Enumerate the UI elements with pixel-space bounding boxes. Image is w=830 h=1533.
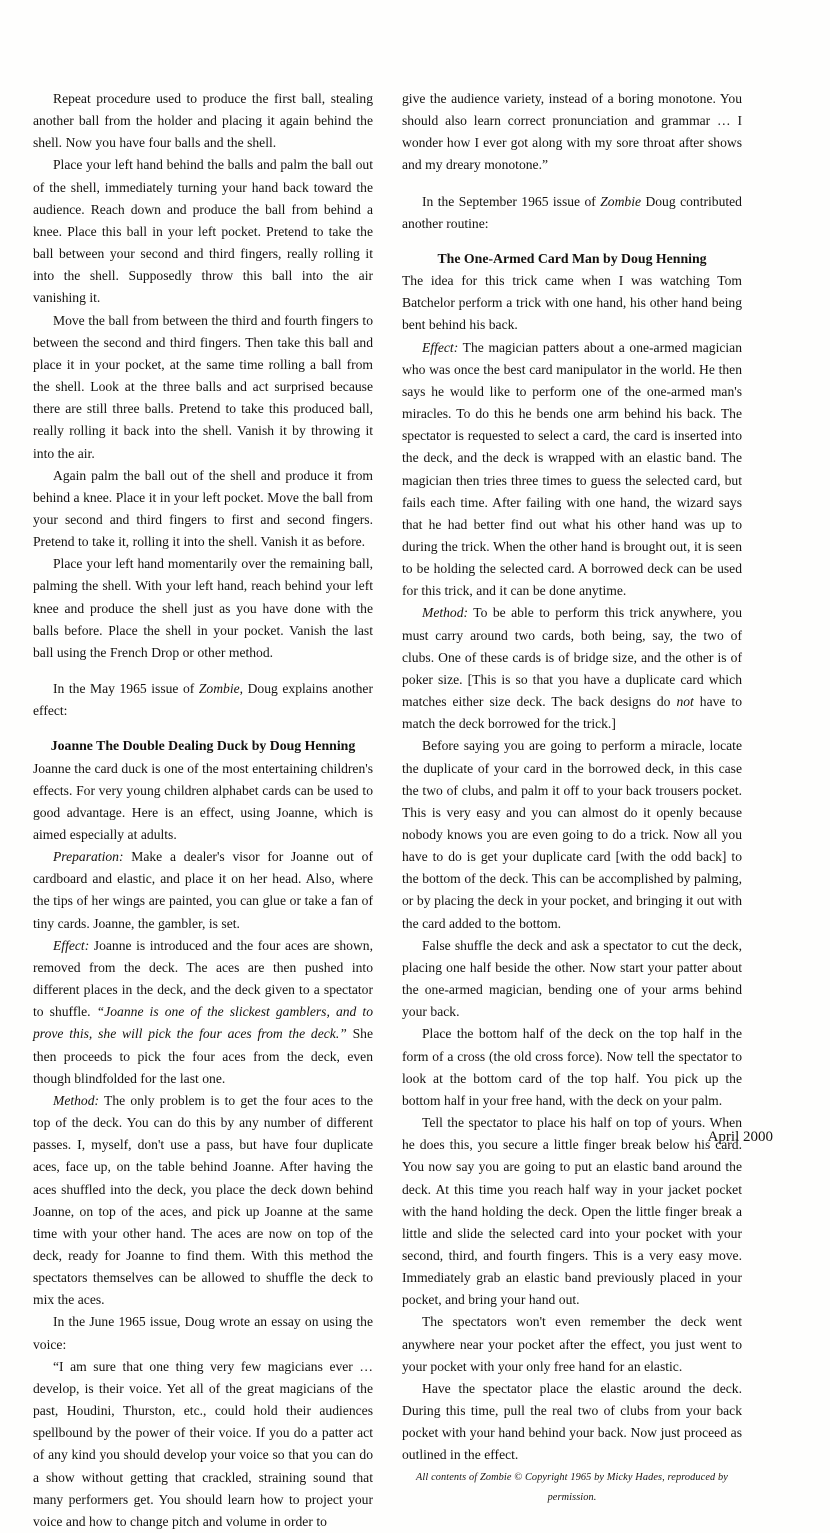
voice-essay-quote: “I am sure that one thing very few magicians ever … develop, is their voice. Yet all of the great magicians of the past, Houdini, Thurston, etc., could hold their audiences spellbound by the power of their voice. If you do a patter act of any kind you should develop your voice so that you can do a show without getting that crackled, straining sound that many performers get. You should learn how to project your voice and how to change pitch and volume in order to [33, 1358, 373, 1529]
paragraph: Have the spectator place the elastic around the deck. During this time, pull the real two of clubs from your back pocket with your hand behind your back. Now just proceed as outlined in the effect. [402, 1380, 742, 1463]
paragraph: False shuffle the deck and ask a spectator to cut the deck, placing one half beside the other. Now start your patter about the one-armed magician, bending one of your arms behind your back. [402, 937, 742, 1020]
magazine-title: Zombie [198, 681, 240, 697]
intro-june-issue: In the June 1965 issue, Doug wrote an essay on using the voice: [33, 1314, 373, 1352]
effect-body-after: She then proceeds to pick the four aces from the deck, even though blindfolded for the last one. [33, 1026, 373, 1086]
copyright-credit-line: All contents of Zombie © Copyright 1965 by Micky Hades, reproduced by permission. [416, 1471, 728, 1503]
paragraph: Move the ball from between the third and fourth fingers to between the second and third fingers. Then take this ball and place it in your pocket, at the same time rolling a ball from the shell. Look at the three balls and act surprised because there are still three balls. Pretend to take this produced ball, really rolling it back into the shell. Vanish it by throwing it into the air. [33, 312, 373, 461]
left-column [33, 88, 373, 1529]
paragraph: Place the bottom half of the deck on the top half in the form of a cross (the old cross force). Now tell the spectator to look at the bottom card of the top half. You pick up the bottom half in your free hand, with the deck on your palm. [402, 1026, 742, 1108]
intro-may-issue [33, 678, 373, 722]
paragraph: Again palm the ball out of the shell and produce it from behind a knee. Place it in your left pocket. Move the ball from your second and third fingers to first and second fingers. Pretend to take it, rolling it into the shell. Vanish it as before. [33, 467, 373, 550]
paragraph: Place your left hand behind the balls and palm the ball out of the shell, immediately turning your hand back toward the audience. Reach down and produce the ball from behind a knee. Place this ball in your left pocket. Pretend to take the ball between your second and third fingers, really rolling it into the shell. Supposedly throw this ball into the air vanishing it. [33, 157, 373, 306]
voice-essay-quote-continued: give the audience variety, instead of a boring monotone. You should also learn correct pronunciation and grammar … I wonder how I ever got along with my sore throat after shows and my dreary monotone.” [402, 91, 742, 173]
page-footer-date: April 2000 [707, 1129, 773, 1145]
intro-text-before: In the May 1965 issue of [53, 681, 199, 697]
section-heading-one-armed-card-man: The One-Armed Card Man by Doug Henning [437, 250, 707, 266]
method-paragraph [33, 1090, 373, 1312]
method-label: Method: [422, 605, 469, 621]
effect-label: Effect: [422, 339, 459, 355]
intro-text-after: Doug contributed another routine: [402, 193, 742, 231]
section-heading-joanne: Joanne The Double Dealing Duck by Doug Henning [50, 738, 356, 754]
preparation-body: Make a dealer's visor for Joanne out of cardboard and elastic, and place it on her head. Also, where the tips of her wings are painted, you can glue or take a fan of tiny cards. Joanne, the gambler, is set. [33, 849, 373, 931]
method-body-before: To be able to perform this trick anywhere, you must carry around two cards, both being, say, the two of clubs. One of these cards is of bridge size, and the other is of poker size. [This is so that you have a duplicate card which matches either size deck. The back designs do [402, 605, 742, 710]
method-body: The only problem is to get the four aces to the top of the deck. You can do this by any number of different passes. I, myself, don't use a pass, but have four duplicate aces, face up, on the table behind Joanne. After having the aces shuffled into the deck, you place the deck down behind Joanne, on top of the aces, and pick up Joanne at the same time with your other hand. The aces are now on top of the deck, ready for Joanne to find them. With this method the spectators themselves can be allowed to shuffle the deck to mix the aces. [33, 1092, 373, 1308]
paragraph: The spectators won't even remember the deck went anywhere near your pocket after the effect, you just went to your pocket with your only free hand for an elastic. [402, 1314, 742, 1374]
intro-text-after: , Doug explains another effect: [33, 681, 373, 719]
effect-body-before: Joanne is introduced and the four aces are shown, removed from the deck. The aces are then pushed into different places in the deck, and the deck given to a spectator to shuffle. [33, 937, 373, 1020]
intro-september-issue [402, 191, 742, 235]
paragraph: The idea for this trick came when I was watching Tom Batchelor perform a trick with one hand, his other hand being bent behind his back. [402, 273, 742, 333]
effect-paragraph [33, 935, 373, 1090]
effect-label: Effect: [53, 937, 90, 953]
method-label: Method: [53, 1092, 100, 1108]
preparation-label: Preparation: [53, 849, 124, 865]
effect-body: The magician patters about a one-armed magician who was once the best card manipulator in the world. He then says he would like to perform one of the one-armed man's miracles. To do this he bends one arm behind his back. The spectator is requested to select a card, the card is inserted into the deck, and the deck is wrapped with an elastic band. The magician then tries three times to guess the selected card, but fails each time. After failing with one hand, the wizard says that he had better find out what his other hand was up to during the trick. When the other hand is brought out, it is seen to be holding the selected card. A borrowed deck can be used for this trick, and it can be done anytime. [402, 339, 742, 599]
effect-inline-quote: “Joanne is one of the slickest gamblers, and to prove this, she will pick the four aces from the deck.” [33, 1004, 373, 1042]
method-body-after: have to match the deck borrowed for the trick.] [402, 694, 743, 732]
preparation-paragraph [33, 846, 373, 935]
paragraph: Before saying you are going to perform a miracle, locate the duplicate of your card in the borrowed deck, in this case the two of clubs, and palm it off to your back trousers pocket. This is very easy and you can almost do it openly because nobody knows you are even going to do a trick. Now all you have to do is get your duplicate card [with the odd back] to the bottom of the deck. This can be accomplished by palming, or by placing the deck in your pocket, and bringing it out with the card added to the bottom. [402, 738, 742, 931]
effect-paragraph [402, 337, 742, 603]
method-paragraph [402, 602, 742, 735]
paragraph: Repeat procedure used to produce the first ball, stealing another ball from the holder and placing it again behind the shell. Now you have four balls and the shell. [33, 91, 373, 151]
method-emphasis-word: not [676, 694, 694, 710]
paragraph: Place your left hand momentarily over the remaining ball, palming the shell. With your left hand, reach behind your left knee and produce the shell just as you have done with the balls before. Place the shell in your pocket. Vanish the last ball using the French Drop or other method. [33, 556, 373, 660]
paragraph: Tell the spectator to place his half on top of yours. When he does this, you secure a little finger break below his card. You now say you are going to put an elastic band around the deck. At this time you reach half way in your jacket pocket with the hand holding the deck. Open the little finger break a little and slide the selected card into your pocket with your second, third, and fourth fingers. This is a very easy move. Immediately grab an elastic band previously placed in your pocket, and bring your hand out. [402, 1115, 742, 1308]
paragraph: Joanne the card duck is one of the most entertaining children's effects. For very young children alphabet cards can be used to good advantage. Here is an effect, using Joanne, which is aimed especially at adults. [33, 760, 373, 842]
intro-text-before: In the September 1965 issue of [422, 193, 601, 209]
magazine-title: Zombie [600, 193, 642, 209]
